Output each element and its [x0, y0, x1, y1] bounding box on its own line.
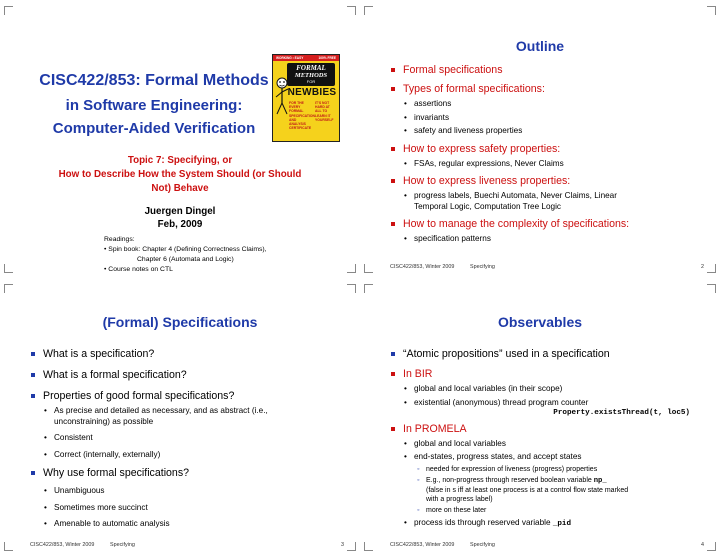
bullet-item: “Atomic propositions” used in a specification — [390, 348, 704, 361]
corner-mark — [707, 284, 716, 293]
footer-course: CISC422/853, Winter 2009 — [390, 542, 455, 548]
slide-title: Observables — [497, 314, 583, 330]
sub-bullet-item: • Correct (internally, externally) — [30, 450, 344, 461]
bullet-item: How to manage the complexity of specifications: — [390, 218, 704, 231]
code-snippet: np_ — [593, 476, 607, 485]
corner-mark — [707, 6, 716, 15]
corner-mark — [347, 264, 356, 273]
course-title-line-2: in Software Engineering: — [65, 97, 243, 114]
sub-sub-bullet-item: ◦ more on these later — [390, 506, 704, 515]
corner-mark — [4, 264, 13, 273]
bullet-item: Why use formal specifications? — [30, 467, 344, 480]
bullet-item: How to express liveness properties: — [390, 175, 704, 188]
footer-course: CISC422/853, Winter 2009 — [30, 542, 95, 548]
reading-item-continuation: Chapter 6 (Automata and Logic) — [137, 256, 234, 263]
code-snippet: _pid — [552, 519, 572, 528]
book-cover-image — [272, 54, 340, 142]
slide-title: (Formal) Specifications — [102, 314, 258, 330]
sub-bullet-item: • specification patterns — [390, 234, 704, 245]
readings-label: Readings: — [104, 236, 135, 243]
sub-bullet-item: • As precise and detailed as necessary, and as abstract (i.e., unconstraining) as possible — [30, 406, 344, 427]
sub-bullet-item: • global and local variables (in their scope) — [390, 384, 704, 395]
sub-bullet-item: • progress labels, Buechi Automata, Never Claims, Linear Temporal Logic, Computation Tree Logic — [390, 191, 704, 212]
bullet-item: What is a specification? — [30, 348, 344, 361]
corner-mark — [364, 542, 373, 551]
sub-bullet-item: • safety and liveness properties — [390, 126, 704, 137]
topic-line-2: How to Describe How the System Should (or Should — [58, 169, 302, 180]
sub-sub-bullet-item: ◦ needed for expression of liveness (progress) properties — [390, 465, 704, 474]
book-cover-blurb-1: FOR THE EVERY FORMAL SPECIFICATION AND ANALYSIS CERTIFICATE — [289, 101, 315, 131]
presentation-date: Feb, 2009 — [157, 219, 203, 230]
bullet-item: Properties of good formal specifications? — [30, 390, 344, 403]
corner-mark — [707, 264, 716, 273]
sub-bullet-item: • Amenable to automatic analysis — [30, 519, 344, 530]
corner-mark — [364, 6, 373, 15]
outline-list — [390, 58, 704, 245]
author-name: Juergen Dingel — [144, 206, 216, 217]
code-snippet: Property.existsThread(t, loc5) — [553, 409, 690, 417]
course-title-line-3: Computer-Aided Verification — [52, 120, 256, 137]
bullet-item: In PROMELA — [390, 423, 704, 436]
footer-topic: Specifying — [110, 542, 135, 548]
sub-bullet-item: • end-states, progress states, and accept states — [390, 452, 704, 463]
corner-mark — [4, 6, 13, 15]
slide-1 — [4, 6, 356, 273]
footer-page-number: 3 — [341, 542, 344, 548]
footer-page-number: 4 — [701, 542, 704, 548]
sub-bullet-item: • Sometimes more succinct — [30, 503, 344, 514]
corner-mark — [347, 284, 356, 293]
book-cover-title-2: METHODS — [294, 72, 328, 79]
corner-mark — [364, 284, 373, 293]
corner-mark — [347, 542, 356, 551]
book-cover-title-3: FOR — [306, 79, 316, 84]
bullet-item: What is a formal specification? — [30, 369, 344, 382]
footer-topic: Specifying — [470, 264, 495, 270]
corner-mark — [364, 264, 373, 273]
slide-title: Outline — [515, 38, 565, 54]
sub-bullet-item: • Consistent — [30, 433, 344, 444]
book-cover-title-1: FORMAL — [296, 64, 326, 72]
book-cover-top-right-text: 100% FREE — [318, 55, 336, 60]
bullet-item: Types of formal specifications: — [390, 83, 704, 96]
sub-bullet-item: • process ids through reserved variable _pid — [390, 518, 704, 530]
sub-bullet-item: • FSAs, regular expressions, Never Claims — [390, 159, 704, 170]
sub-sub-bullet-item: ◦ E.g., non-progress through reserved boolean variable np_ (false in s iff at least one process is at a control flow state marked with a progress label) — [390, 476, 704, 504]
slide-4 — [364, 284, 716, 551]
bullet-list — [390, 340, 704, 529]
reading-item: • Course notes on CTL — [104, 266, 173, 273]
footer-course: CISC422/853, Winter 2009 — [390, 264, 455, 270]
bullet-item: In BIR — [390, 368, 704, 381]
book-cover-title-4: NEWBIES — [287, 87, 337, 98]
corner-mark — [347, 6, 356, 15]
sub-bullet-item: • assertions — [390, 99, 704, 110]
book-cover-top-left-text: WORKING • EASY — [276, 55, 304, 60]
cartoon-character-icon — [274, 77, 290, 117]
corner-mark — [707, 542, 716, 551]
sub-bullet-item: • Unambiguous — [30, 486, 344, 497]
sub-bullet-item: • invariants — [390, 113, 704, 124]
bullet-item: How to express safety properties: — [390, 143, 704, 156]
book-cover-blurb-2: IT'S NOT HARD AT ALL TO LEARN IT YOURSELF — [315, 101, 334, 122]
sub-bullet-item: • global and local variables — [390, 439, 704, 450]
footer-page-number: 2 — [701, 264, 704, 270]
course-title-line-1: CISC422/853: Formal Methods — [39, 72, 269, 89]
corner-mark — [4, 284, 13, 293]
sub-bullet-item: • existential (anonymous) thread program counter Property.existsThread(t, loc5) — [390, 398, 704, 419]
slide-2 — [364, 6, 716, 273]
reading-item: • Spin book: Chapter 4 (Defining Correctness Claims), — [104, 246, 267, 253]
corner-mark — [4, 542, 13, 551]
footer-topic: Specifying — [470, 542, 495, 548]
topic-line-3: Not) Behave — [151, 183, 209, 194]
bullet-item: Formal specifications — [390, 64, 704, 77]
bullet-list — [30, 340, 344, 530]
topic-line-1: Topic 7: Specifying, or — [127, 155, 233, 166]
slide-3 — [4, 284, 356, 551]
